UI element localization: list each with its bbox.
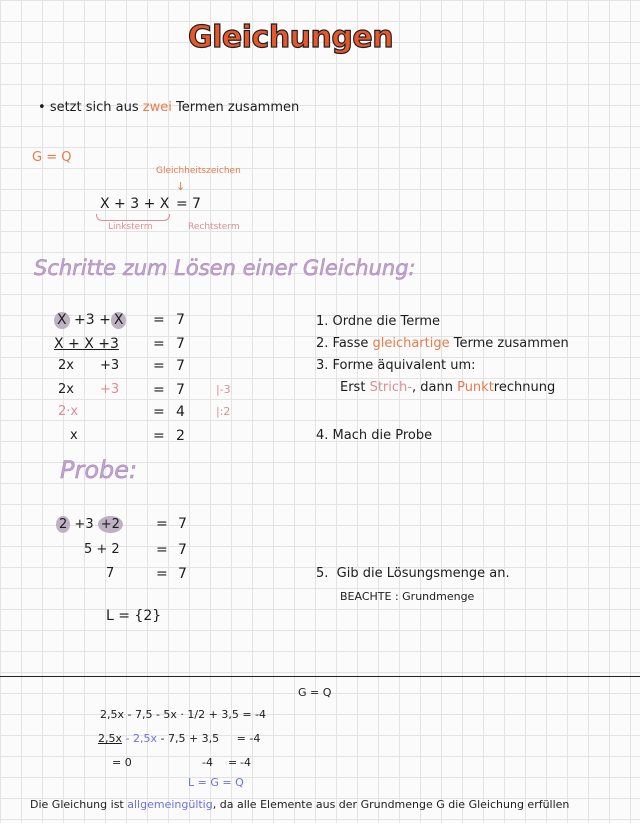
step-left: 2x [58, 358, 74, 373]
step-right: 4 [176, 404, 185, 420]
step-right: 7 [176, 358, 185, 374]
circled-number: 2 [56, 516, 70, 533]
step-eq: = [153, 336, 165, 352]
example-right-term: 7 [192, 196, 201, 212]
page-title: Gleichungen [188, 20, 394, 55]
step-3-detail: Erst Strich-, dann Punktrechnung [340, 380, 556, 395]
example2-line-3-left: = 0 [112, 756, 132, 769]
circled-x: X [54, 312, 70, 329]
intro-text-before: setzt sich aus [49, 100, 139, 115]
step-eq: = [153, 312, 165, 328]
left-term-label: Linksterm [108, 222, 153, 232]
probe-eq: = [156, 542, 168, 558]
equals-sign-annotation: Gleichheitszeichen [156, 166, 241, 176]
step-right: 7 [176, 312, 185, 328]
step-eq: = [153, 382, 165, 398]
section-heading: Schritte zum Lösen einer Gleichung: [34, 256, 416, 280]
step-mid: +3 [100, 358, 120, 373]
arrow-down-icon: ↓ [176, 180, 186, 193]
example2-solution: L = G = Q [188, 776, 244, 789]
domain-label-2: G = Q [298, 686, 332, 699]
probe-row-3: 7 [106, 566, 115, 581]
step-right: 2 [176, 428, 185, 444]
step-note: |:2 [216, 405, 231, 418]
intro-line [38, 100, 299, 115]
step-left: x [70, 428, 78, 443]
step-right: 7 [176, 382, 185, 398]
step-left: 2x [58, 382, 74, 397]
example2-line-3-right: -4 [240, 756, 251, 769]
step-mid: +3 [100, 382, 120, 397]
step-1: 1. Ordne die Terme [316, 314, 441, 329]
example2-line-2: 2,5x - 2,5x - 7,5 + 3,5 = -4 [98, 732, 261, 745]
example-equals: = [176, 196, 188, 212]
step-2: 2. Fasse gleichartige Terme zusammen [316, 336, 569, 351]
footer-sentence: Die Gleichung ist allgemeingültig, da alle Elemente aus der Grundmenge G die Gleichung erfüllen [30, 798, 570, 811]
probe-heading: Probe: [60, 456, 138, 484]
step-row-1: X +3 + X [54, 312, 126, 329]
step-5: 5. Gib die Lösungsmenge an. [316, 566, 510, 581]
example2-line-1: 2,5x - 7,5 - 5x · 1/2 + 3,5 = -4 [100, 708, 267, 721]
step-3: 3. Forme äquivalent um: [316, 358, 476, 373]
bullet: • [38, 100, 46, 115]
circled-x: X [111, 312, 127, 329]
right-term-label: Rechtsterm [188, 222, 240, 232]
example-left-term: X + 3 + X [100, 196, 170, 212]
probe-eq: = [156, 516, 168, 532]
step-eq: = [153, 404, 165, 420]
step-right: 7 [176, 336, 185, 352]
left-term-brace [96, 214, 170, 221]
probe-row-2: 5 + 2 [84, 542, 120, 557]
solution-set: L = {2} [106, 608, 162, 624]
probe-row-1: 2 +3 +2 [56, 516, 123, 533]
circled-number: +2 [98, 516, 123, 533]
divider [0, 676, 640, 677]
probe-eq: = [156, 566, 168, 582]
step-eq: = [153, 428, 165, 444]
step-note: |-3 [216, 383, 231, 396]
domain-label: G = Q [32, 150, 72, 165]
probe-right: 7 [178, 566, 187, 582]
step-eq: = [153, 358, 165, 374]
intro-text-after: Termen zusammen [175, 100, 300, 115]
probe-right: 7 [178, 542, 187, 558]
step-5-note: BEACHTE : Grundmenge [340, 590, 475, 603]
step-left: 2·x [58, 404, 79, 419]
probe-right: 7 [178, 516, 187, 532]
example2-line-3-eq: = [228, 756, 238, 769]
step-4: 4. Mach die Probe [316, 428, 433, 443]
example2-line-3-mid: -4 [202, 756, 213, 769]
step-left: X + X +3 [54, 336, 119, 352]
intro-highlight: zwei [142, 100, 172, 115]
